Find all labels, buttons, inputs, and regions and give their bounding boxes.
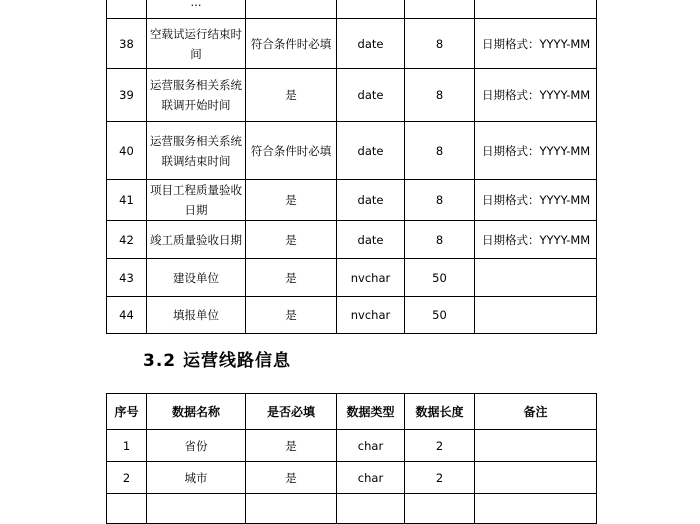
row-number bbox=[107, 0, 147, 19]
field-name: 省份 bbox=[147, 430, 246, 462]
table-header-row bbox=[107, 394, 597, 430]
header-no: 序号 bbox=[107, 394, 147, 430]
table-row bbox=[107, 430, 597, 462]
table-row bbox=[107, 221, 597, 259]
header-length: 数据长度 bbox=[405, 394, 475, 430]
remark bbox=[475, 259, 597, 297]
row-number: 39 bbox=[107, 69, 147, 122]
data-type: nvchar bbox=[337, 297, 405, 334]
field-name: 空载试运行结束时间 bbox=[147, 19, 246, 69]
table-row bbox=[107, 19, 597, 69]
row-number: 41 bbox=[107, 180, 147, 221]
required-flag: 是 bbox=[246, 430, 337, 462]
remark: 日期格式：YYYY-MM bbox=[475, 180, 597, 221]
section-title: 3.2 运营线路信息 bbox=[143, 351, 292, 371]
required-flag bbox=[246, 494, 337, 524]
table-row bbox=[107, 180, 597, 221]
data-length: 8 bbox=[405, 221, 475, 259]
remark bbox=[475, 494, 597, 524]
data-type: date bbox=[337, 122, 405, 180]
field-name: 城市 bbox=[147, 462, 246, 494]
row-number bbox=[107, 494, 147, 524]
header-required: 是否必填 bbox=[246, 394, 337, 430]
data-length: 2 bbox=[405, 430, 475, 462]
row-number: 40 bbox=[107, 122, 147, 180]
field-name: 运营服务相关系统联调结束时间 bbox=[147, 122, 246, 180]
required-flag: 是 bbox=[246, 297, 337, 334]
table-row bbox=[107, 259, 597, 297]
data-length: 50 bbox=[405, 297, 475, 334]
row-number: 38 bbox=[107, 19, 147, 69]
data-type: date bbox=[337, 221, 405, 259]
table-row bbox=[107, 494, 597, 524]
required-flag bbox=[246, 0, 337, 19]
remark: 日期格式：YYYY-MM bbox=[475, 69, 597, 122]
route-info-table bbox=[106, 393, 597, 524]
row-number: 2 bbox=[107, 462, 147, 494]
data-type: char bbox=[337, 462, 405, 494]
data-length: 2 bbox=[405, 462, 475, 494]
header-note: 备注 bbox=[475, 394, 597, 430]
required-flag: 是 bbox=[246, 69, 337, 122]
remark bbox=[475, 462, 597, 494]
field-name: 项目工程质量验收日期 bbox=[147, 180, 246, 221]
row-number: 43 bbox=[107, 259, 147, 297]
remark: 日期格式：YYYY-MM bbox=[475, 122, 597, 180]
table-row bbox=[107, 122, 597, 180]
required-flag: 是 bbox=[246, 180, 337, 221]
table-row bbox=[107, 0, 597, 19]
data-type: nvchar bbox=[337, 259, 405, 297]
required-flag: 符合条件时必填 bbox=[246, 122, 337, 180]
data-length: 8 bbox=[405, 122, 475, 180]
required-flag: 是 bbox=[246, 221, 337, 259]
data-type bbox=[337, 494, 405, 524]
required-flag: 是 bbox=[246, 259, 337, 297]
data-length bbox=[405, 494, 475, 524]
table-row bbox=[107, 69, 597, 122]
data-type: date bbox=[337, 180, 405, 221]
remark bbox=[475, 0, 597, 19]
data-type: char bbox=[337, 430, 405, 462]
field-name: 运营服务相关系统联调开始时间 bbox=[147, 69, 246, 122]
data-type: date bbox=[337, 69, 405, 122]
header-name: 数据名称 bbox=[147, 394, 246, 430]
field-name bbox=[147, 494, 246, 524]
field-name: 建设单位 bbox=[147, 259, 246, 297]
field-name: ... bbox=[147, 0, 246, 19]
data-type: date bbox=[337, 19, 405, 69]
data-type bbox=[337, 0, 405, 19]
data-length bbox=[405, 0, 475, 19]
table-row bbox=[107, 462, 597, 494]
field-name: 竣工质量验收日期 bbox=[147, 221, 246, 259]
remark: 日期格式：YYYY-MM bbox=[475, 221, 597, 259]
data-length: 8 bbox=[405, 69, 475, 122]
row-number: 44 bbox=[107, 297, 147, 334]
required-flag: 符合条件时必填 bbox=[246, 19, 337, 69]
data-length: 50 bbox=[405, 259, 475, 297]
data-length: 8 bbox=[405, 180, 475, 221]
header-type: 数据类型 bbox=[337, 394, 405, 430]
row-number: 1 bbox=[107, 430, 147, 462]
remark bbox=[475, 297, 597, 334]
table-row bbox=[107, 297, 597, 334]
row-number: 42 bbox=[107, 221, 147, 259]
required-flag: 是 bbox=[246, 462, 337, 494]
remark bbox=[475, 430, 597, 462]
field-name: 填报单位 bbox=[147, 297, 246, 334]
remark: 日期格式：YYYY-MM bbox=[475, 19, 597, 69]
data-length: 8 bbox=[405, 19, 475, 69]
field-spec-table bbox=[106, 0, 597, 334]
